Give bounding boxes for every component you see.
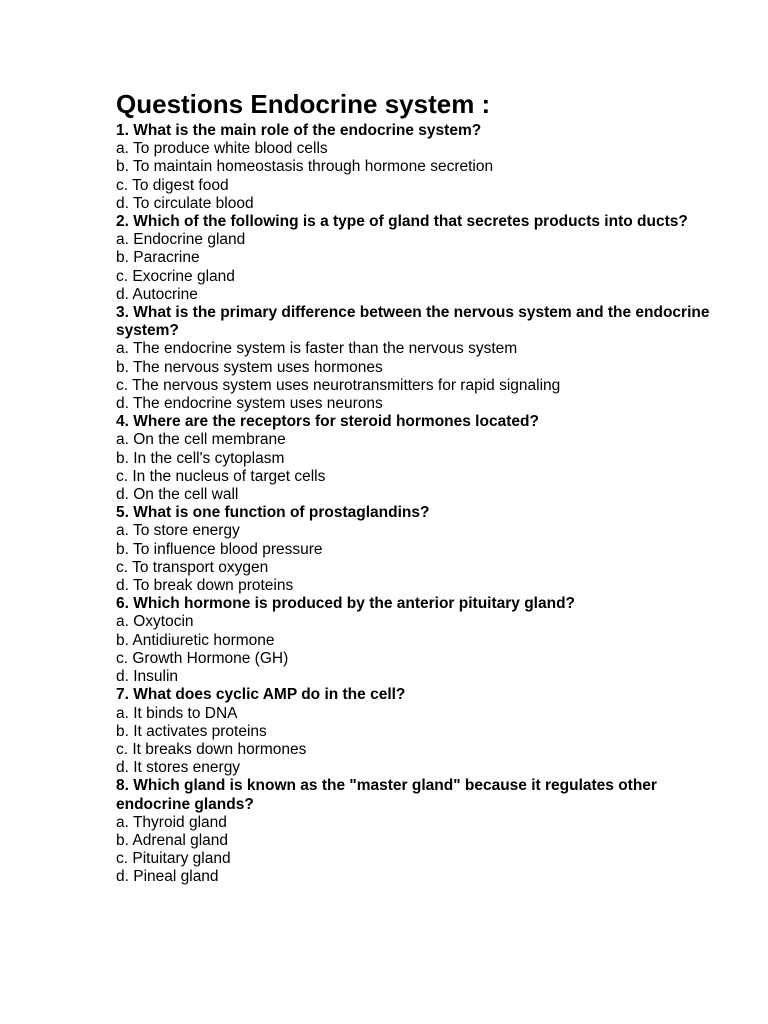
option-a: a. It binds to DNA [116, 704, 238, 722]
option-c: c. In the nucleus of target cells [116, 467, 326, 485]
option-c: c. The nervous system uses neurotransmitters for rapid signaling [116, 376, 561, 394]
option-b: b. Adrenal gland [116, 831, 229, 849]
option-a: a. To store energy [116, 522, 240, 540]
question-text: 5. What is one function of prostaglandins? [116, 504, 430, 522]
option-a: a. Thyroid gland [116, 813, 227, 831]
option-b: b. To influence blood pressure [116, 540, 323, 558]
question-4 [116, 413, 716, 504]
question-text: 4. Where are the receptors for steroid hormones located? [116, 413, 539, 431]
option-c: c. To digest food [116, 176, 229, 194]
option-a: a. Oxytocin [116, 613, 194, 631]
question-2 [116, 213, 716, 304]
question-6 [116, 595, 716, 686]
option-c: c. Pituitary gland [116, 850, 231, 868]
option-b: b. In the cell's cytoplasm [116, 449, 285, 467]
question-7 [116, 686, 716, 777]
option-a: a. Endocrine gland [116, 231, 246, 249]
question-5 [116, 504, 716, 595]
option-c: c. It breaks down hormones [116, 740, 307, 758]
question-text: 1. What is the main role of the endocrine system? [116, 122, 482, 139]
option-a: a. On the cell membrane [116, 431, 286, 449]
question-text: 7. What does cyclic AMP do in the cell? [116, 686, 406, 704]
option-d: d. Insulin [116, 668, 179, 686]
question-1 [116, 122, 716, 213]
option-a: a. The endocrine system is faster than the nervous system [116, 340, 518, 358]
option-d: d. On the cell wall [116, 486, 239, 504]
option-b: b. Paracrine [116, 249, 200, 267]
option-d: d. Pineal gland [116, 868, 219, 886]
option-d: d. It stores energy [116, 759, 241, 777]
option-d: d. Autocrine [116, 285, 198, 303]
option-c: c. To transport oxygen [116, 558, 269, 576]
option-b: b. The nervous system uses hormones [116, 358, 383, 376]
question-text: 6. Which hormone is produced by the anterior pituitary gland? [116, 595, 576, 613]
option-d: d. The endocrine system uses neurons [116, 395, 383, 413]
question-text: 2. Which of the following is a type of gland that secretes products into ducts? [116, 213, 688, 231]
option-a: a. To produce white blood cells [116, 140, 328, 158]
option-d: d. To circulate blood [116, 194, 254, 212]
option-c: c. Growth Hormone (GH) [116, 649, 289, 667]
option-b: b. It activates proteins [116, 722, 267, 740]
document-page [116, 86, 716, 887]
option-c: c. Exocrine gland [116, 267, 235, 285]
option-b: b. To maintain homeostasis through hormone secretion [116, 158, 494, 176]
question-text: 8. Which gland is known as the "master gland" because it regulates other endocrine glands? [116, 777, 657, 813]
question-text: 3. What is the primary difference between the nervous system and the endocrine system? [116, 304, 710, 340]
option-d: d. To break down proteins [116, 577, 294, 595]
page-title: Questions Endocrine system : [116, 89, 491, 119]
option-b: b. Antidiuretic hormone [116, 631, 275, 649]
question-8 [116, 777, 716, 886]
question-3 [116, 304, 716, 413]
